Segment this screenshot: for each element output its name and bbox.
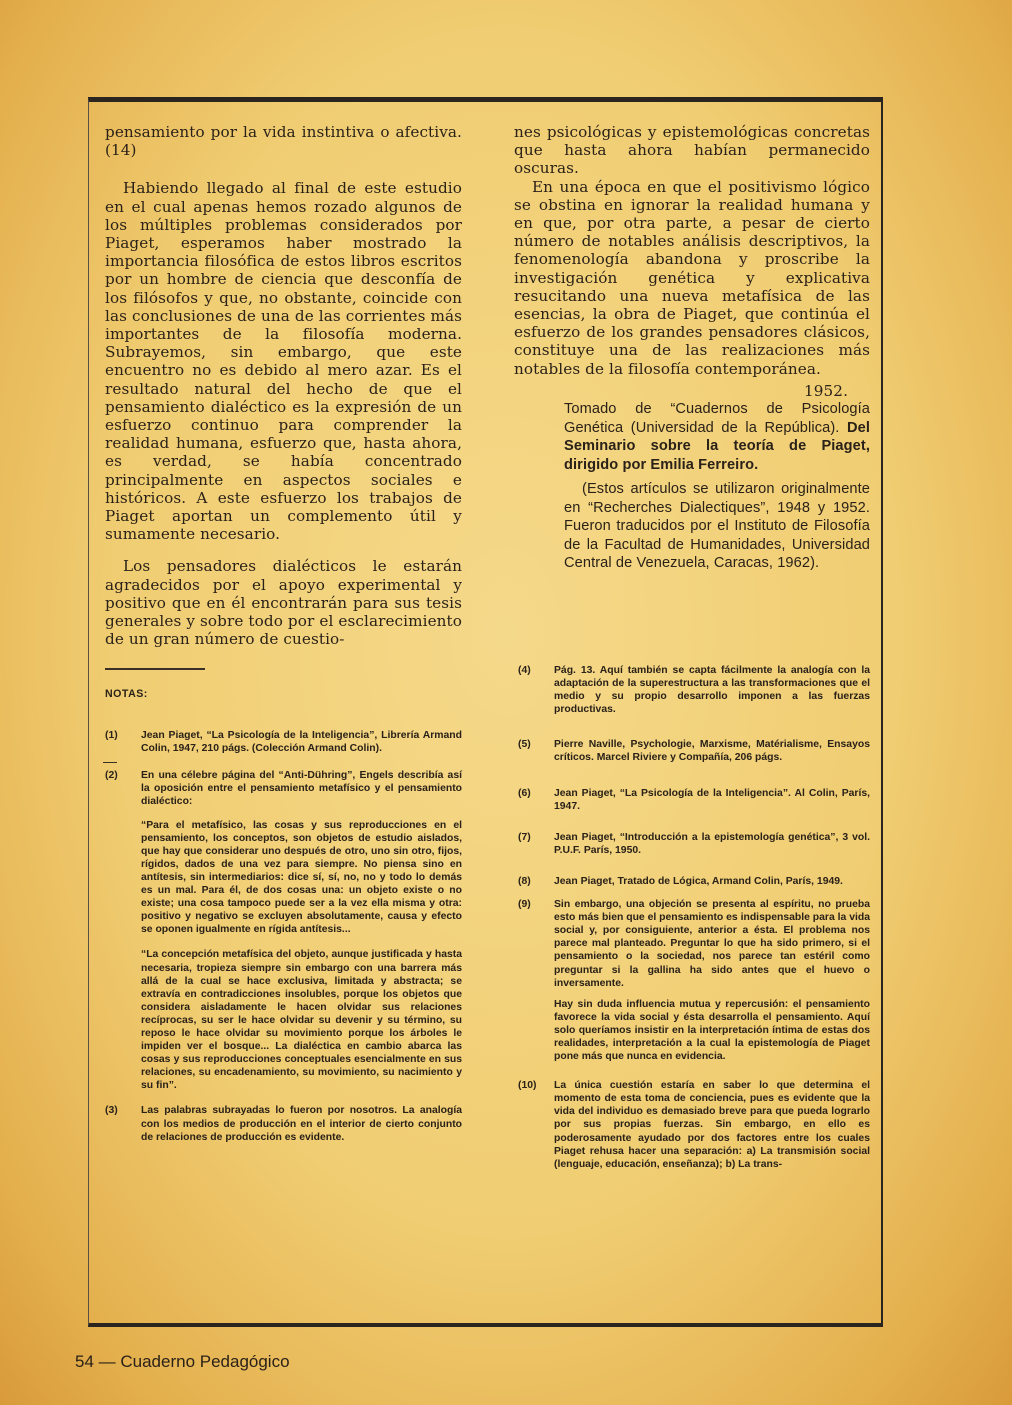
page-footer: 54 — Cuaderno Pedagógico bbox=[75, 1352, 290, 1371]
note-10 bbox=[518, 1079, 870, 1171]
left-paragraph-2: Habiendo llegado al final de este estudio en el cual apenas hemos rozado algunos de los múltiples problemas considerados por Piaget, esperamos haber mostrado la importancia filosófica de estos libros escritos por un hombre de ciencia que desconfía de los filósofos y que, no obstante, coincide con las conclusiones de una de las corrientes más importantes de la filosofía moderna. Subrayemos, sin embargo, que este encuentro no es debido al mero azar. Es el resultado natural del hecho de que el pensamiento dialéctico es la expresión de un esfuerzo continuo para comprender la realidad humana, esfuerzo que, hasta ahora, es verdad, se había concentrado principalmente en aspectos sociales e históricos. A este esfuerzo los trabajos de Piaget aportan un complemento útil y sumamente necesario. bbox=[105, 179, 462, 544]
note-text: Jean Piaget, Tratado de Lógica, Armand Colin, París, 1949. bbox=[554, 875, 843, 887]
note-text: Jean Piaget, “La Psicología de la Inteligencia”. Al Colin, París, 1947. bbox=[554, 787, 870, 812]
notes-right-column bbox=[518, 664, 870, 1185]
right-paragraph-2: En una época en que el positivismo lógico se obstina en ignorar la realidad humana y en que, por otra parte, a pesar de cierto número de notables análisis descriptivos, la fenomenología abandona y proscribe la investigación genética y explicativa resucitando una nueva metafísica de las esencias, la obra de Piaget, que continúa el esfuerzo de los grandes pensadores clásicos, constituye una de las realizaciones más notables de la filosofía contemporánea. bbox=[514, 177, 870, 378]
note-number: (2) bbox=[105, 770, 118, 782]
note-text: La única cuestión estaría en saber lo que determina el momento de esta toma de conciencia, pues es evidente que la vida del individuo es demasiado breve para que pueda lograrlo por sus propias fuerzas. Sin embargo, en ello es poderosamente ayudado por dos factores entre los cuales Piaget rehusa hacer una separación: a) La transmisión social (lenguaje, educación, enseñanza); b) La trans- bbox=[554, 1080, 870, 1170]
note-text: Pierre Naville, Psychologie, Marxisme, Matérialisme, Ensayos críticos. Marcel Riviere y Compañía, 206 págs. bbox=[554, 739, 870, 764]
note-number: (10) bbox=[518, 1080, 537, 1092]
right-column bbox=[514, 123, 870, 573]
note-text: Jean Piaget, “Introducción a la epistemología genética”, 3 vol. P.U.F. París, 1950. bbox=[554, 831, 870, 856]
note-7 bbox=[518, 831, 870, 857]
note-4 bbox=[518, 664, 870, 716]
note-number: (5) bbox=[518, 739, 531, 751]
essay-date: 1952. bbox=[804, 381, 848, 400]
source-credit-a: Tomado de “Cuadernos de Psicología Genética (Universidad de la República). bbox=[564, 401, 870, 436]
note-2 bbox=[105, 769, 462, 808]
note-2-quote-2: “La concepción metafísica del objeto, aunque justificada y hasta necesaria, tropieza siempre sin embargo con una barrera más allá de la cual se hace exclusiva, limitada y abstracta; se extravía en contradicciones insolubles, porque los objetos que considera aisladamente le hacen olvidar sus relaciones recíprocas, su ser le hace olvidar su devenir y su término, su reposo le hace olvidar su movimiento porque los árboles le impiden ver el bosque... La dialéctica en cambio abarca las cosas y sus reproducciones conceptuales esencialmente en sus relaciones, su encadenamiento, su movimiento, su nacimiento y su fin”. bbox=[141, 949, 462, 1092]
note-text: Pág. 13. Aquí también se capta fácilmente la analogía con la adaptación de la superestructura a las transformaciones que el medio y su propio desarrollo imponen a las fuerzas productivas. bbox=[554, 665, 870, 716]
note-1 bbox=[105, 729, 462, 755]
note-3 bbox=[105, 1104, 462, 1143]
notes-heading: NOTAS: bbox=[105, 688, 148, 700]
left-column bbox=[105, 123, 462, 648]
note-6 bbox=[518, 787, 870, 813]
right-paragraph-1: nes psicológicas y epistemológicas concretas que hasta ahora habían permanecido oscuras. bbox=[514, 123, 870, 178]
notes-left-column bbox=[105, 668, 462, 1158]
note-text: En una célebre página del “Anti-Dühring”, Engels describía así la oposición entre el pensamiento metafísico y el pensamiento dialéctico: bbox=[141, 770, 462, 808]
note-text: Jean Piaget, “La Psicología de la Inteligencia”, Librería Armand Colin, 1947, 210 págs. (Colección Armand Colin). bbox=[141, 730, 462, 755]
translation-note: (Estos artículos se utilizaron originalmente en “Recherches Dialectiques”, 1948 y 1952. Fueron traducidos por el Instituto de Filosofía de la Facultad de Humanidades, Universidad Central de Venezuela, Caracas, 1962). bbox=[564, 481, 870, 572]
note-number: (6) bbox=[518, 787, 531, 799]
source-credit bbox=[564, 400, 870, 474]
note-number: (4) bbox=[518, 665, 531, 676]
note-number: (7) bbox=[518, 831, 531, 843]
note-9 bbox=[518, 898, 870, 990]
source-credit-b: Del Seminario sobre la teoría de Piaget, dirigido por Emilia Ferreiro. bbox=[564, 419, 870, 473]
left-paragraph-1: pensamiento por la vida instintiva o afectiva. (14) bbox=[105, 123, 462, 160]
note-5 bbox=[518, 738, 870, 764]
note-8 bbox=[518, 875, 870, 888]
note-text: Las palabras subrayadas lo fueron por nosotros. La analogía con los medios de producción en el interior de cierto conjunto de relaciones de producción es evidente. bbox=[141, 1105, 462, 1143]
note-number: (3) bbox=[105, 1105, 118, 1117]
note-number: (1) bbox=[105, 730, 118, 742]
note-9-continued: Hay sin duda influencia mutua y repercusión: el pensamiento favorece la vida social y ésta desarrolla el pensamiento. Aquí solo queríamos insistir en la interpretación íntima de estas dos realidades, interpretación a la cual la epistemología de Piaget pone más que nunca en evidencia. bbox=[554, 998, 870, 1063]
note-number: (8) bbox=[518, 875, 531, 887]
note-text: Sin embargo, una objeción se presenta al espíritu, no prueba esto más bien que el pensamiento es indispensable para la vida social y, por consiguiente, anterior a ésta. El problema nos parece mal planteado. Preguntar lo que ha sido primero, si el pensamiento o la sociedad, nos parece tan estéril como preguntar si la gallina ha sido antes que el huevo o inversamente. bbox=[554, 899, 870, 989]
left-paragraph-3: Los pensadores dialécticos le estarán agradecidos por el apoyo experimental y positivo que en él encontrarán para sus tesis generales y sobre todo por el esclarecimiento de un gran número de cuestio- bbox=[105, 557, 462, 649]
note-2-quote-1: “Para el metafísico, las cosas y sus reproducciones en el pensamiento, los conceptos, son objetos de estudio aislados, que hay que considerar uno después de otro, uno sin otro, fijos, rígidos, dados de una vez para siempre. No piensa sino en antítesis, sin intermediarios: dice sí, sí, no, no y todo lo demás es un mal. Para él, de dos cosas una: un objeto existe o no existe; una cosa tampoco puede ser a la vez ella misma y otra: positivo y negativo se excluyen absolutamente, causa y efecto se oponen igualmente en rígida antítesis... bbox=[141, 819, 462, 936]
note-number: (9) bbox=[518, 899, 531, 911]
